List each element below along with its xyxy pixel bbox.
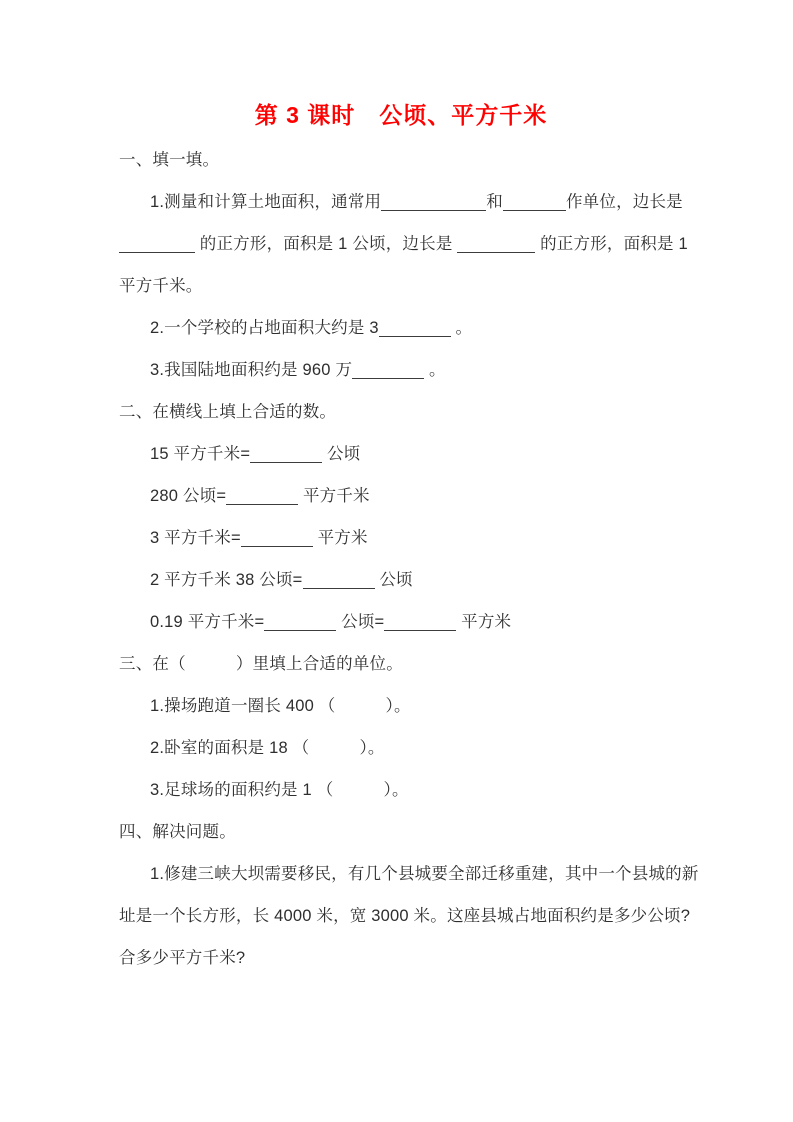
fill-in-blank <box>457 234 535 253</box>
text-run: 1.修建三峡大坝需要移民，有几个县城要全部迁移重建，其中一个县城的新 <box>150 865 699 883</box>
text-run: 二、在横线上填上合适的数。 <box>119 403 337 421</box>
text-run: 三、在（ ）里填上合适的单位。 <box>119 655 403 673</box>
text-run: 。 <box>424 361 446 379</box>
document-title: 第 3 课时 公顷、平方千米 <box>254 102 548 128</box>
text-run: 和 <box>486 193 503 211</box>
worksheet-line <box>119 517 705 559</box>
worksheet-line <box>119 265 705 307</box>
fill-in-blank <box>379 318 451 337</box>
text-run: 公顷= <box>336 613 385 631</box>
worksheet-line <box>119 727 705 769</box>
section-heading <box>119 643 705 685</box>
worksheet-line <box>119 307 705 349</box>
worksheet-line <box>119 601 705 643</box>
section-heading <box>119 391 705 433</box>
fill-in-blank <box>250 444 322 463</box>
text-run: 平方米 <box>312 529 368 547</box>
text-run: 的正方形，面积是 1 <box>535 235 688 253</box>
text-run: 0.19 平方千米= <box>150 613 265 631</box>
text-run: 平方米 <box>456 613 512 631</box>
worksheet-line <box>119 895 705 937</box>
fill-in-blank <box>384 612 456 631</box>
section-heading <box>119 139 705 181</box>
text-run: 公顷 <box>322 445 361 463</box>
text-run: 一、填一填。 <box>119 151 220 169</box>
worksheet-line <box>119 181 705 223</box>
text-run: 平方千米。 <box>119 277 203 295</box>
text-run: 作单位，边长是 <box>565 193 683 211</box>
fill-in-blank <box>503 192 566 211</box>
text-run: 平方千米 <box>298 487 370 505</box>
text-run: 280 公顷= <box>150 487 227 505</box>
worksheet-line <box>119 559 705 601</box>
text-run: 四、解决问题。 <box>119 823 236 841</box>
text-run: 公顷 <box>374 571 413 589</box>
worksheet-line <box>119 475 705 517</box>
worksheet-line <box>119 685 705 727</box>
worksheet-line <box>119 433 705 475</box>
fill-in-blank <box>381 192 486 211</box>
text-run: 的正方形，面积是 1 公顷，边长是 <box>195 235 458 253</box>
fill-in-blank <box>119 234 195 253</box>
text-run: 3.足球场的面积约是 1 （ ）。 <box>150 781 409 799</box>
text-run: 3 平方千米= <box>150 529 241 547</box>
worksheet-line <box>119 349 705 391</box>
document-lines <box>119 139 705 979</box>
worksheet-line <box>119 223 705 265</box>
text-run: 合多少平方千米? <box>119 949 246 967</box>
fill-in-blank <box>264 612 336 631</box>
text-run: 2.一个学校的占地面积大约是 3 <box>150 319 379 337</box>
worksheet-line <box>119 937 705 979</box>
text-run: 15 平方千米= <box>150 445 251 463</box>
fill-in-blank <box>226 486 298 505</box>
fill-in-blank <box>241 528 313 547</box>
text-run: 址是一个长方形，长 4000 米，宽 3000 米。这座县城占地面积约是多少公顷? <box>119 907 691 925</box>
section-heading <box>119 811 705 853</box>
text-run: 1.测量和计算土地面积，通常用 <box>150 193 382 211</box>
fill-in-blank <box>303 570 375 589</box>
worksheet-line <box>119 853 705 895</box>
text-run: 2.卧室的面积是 18 （ ）。 <box>150 739 385 757</box>
fill-in-blank <box>352 360 424 379</box>
text-run: 3.我国陆地面积约是 960 万 <box>150 361 353 379</box>
text-run: 。 <box>450 319 473 337</box>
worksheet-line <box>119 769 705 811</box>
text-run: 1.操场跑道一圈长 400 （ ）。 <box>150 697 411 715</box>
text-run: 2 平方千米 38 公顷= <box>150 571 303 589</box>
